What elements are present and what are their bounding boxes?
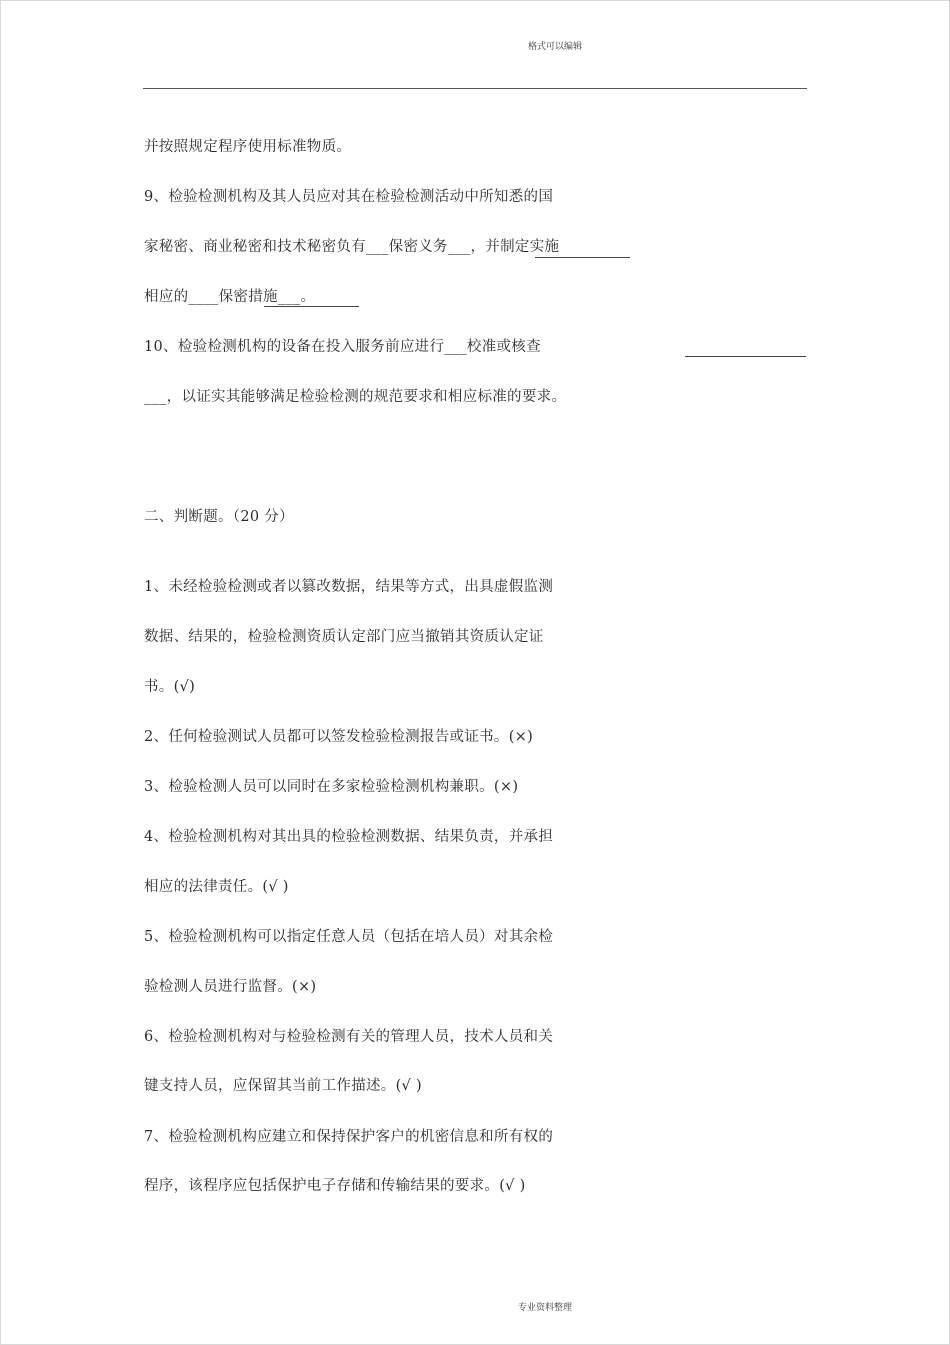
text-line: 1、未经检验检测或者以篡改数据，结果等方式，出具虚假监测	[144, 579, 554, 595]
header-rule	[143, 88, 807, 89]
text-line: 5、检验检测机构可以指定任意人员（包括在培人员）对其余检	[144, 929, 554, 945]
text-line: 程序，该程序应包括保护电子存储和传输结果的要求。(√ )	[144, 1178, 526, 1194]
text-line: 9、检验检测机构及其人员应对其在检验检测活动中所知悉的国	[144, 189, 554, 205]
text-line: 家秘密、商业秘密和技术秘密负有___保密义务___，并制定实施	[144, 239, 560, 255]
text-line: 4、检验检测机构对其出具的检验检测数据、结果负责，并承担	[144, 829, 554, 845]
blank-underline	[535, 257, 630, 258]
blank-underline	[685, 356, 806, 357]
text-line: 键支持人员，应保留其当前工作描述。(√ )	[144, 1078, 422, 1094]
text-line: 7、检验检测机构应建立和保持保护客户的机密信息和所有权的	[144, 1129, 554, 1145]
header-text: 格式可以编辑	[527, 42, 582, 52]
text-line: ___，以证实其能够满足检验检测的规范要求和相应标准的要求。	[144, 389, 567, 405]
text-line: 相应的____保密措施___。	[144, 289, 316, 305]
page-footer	[1, 1300, 949, 1313]
text-line: 3、检验检测人员可以同时在多家检验检测机构兼职。(×)	[144, 779, 519, 795]
text-line: 书。(√)	[144, 679, 196, 695]
footer-text: 专业资料整理	[517, 1303, 572, 1313]
page-header	[1, 39, 949, 52]
text-line: 并按照规定程序使用标准物质。	[144, 139, 352, 155]
section-heading: 二、判断题。（20 分）	[144, 509, 294, 525]
text-line: 数据、结果的，检验检测资质认定部门应当撤销其资质认定证	[144, 629, 544, 645]
text-line: 相应的法律责任。(√ )	[144, 879, 289, 895]
text-line: 2、任何检验测试人员都可以签发检验检测报告或证书。(×)	[144, 729, 534, 745]
text-line: 验检测人员进行监督。(×)	[144, 979, 317, 995]
text-line: 10、检验检测机构的设备在投入服务前应进行___校准或核查	[144, 339, 541, 355]
blank-underline	[264, 306, 359, 307]
text-line: 6、检验检测机构对与检验检测有关的管理人员，技术人员和关	[144, 1029, 554, 1045]
